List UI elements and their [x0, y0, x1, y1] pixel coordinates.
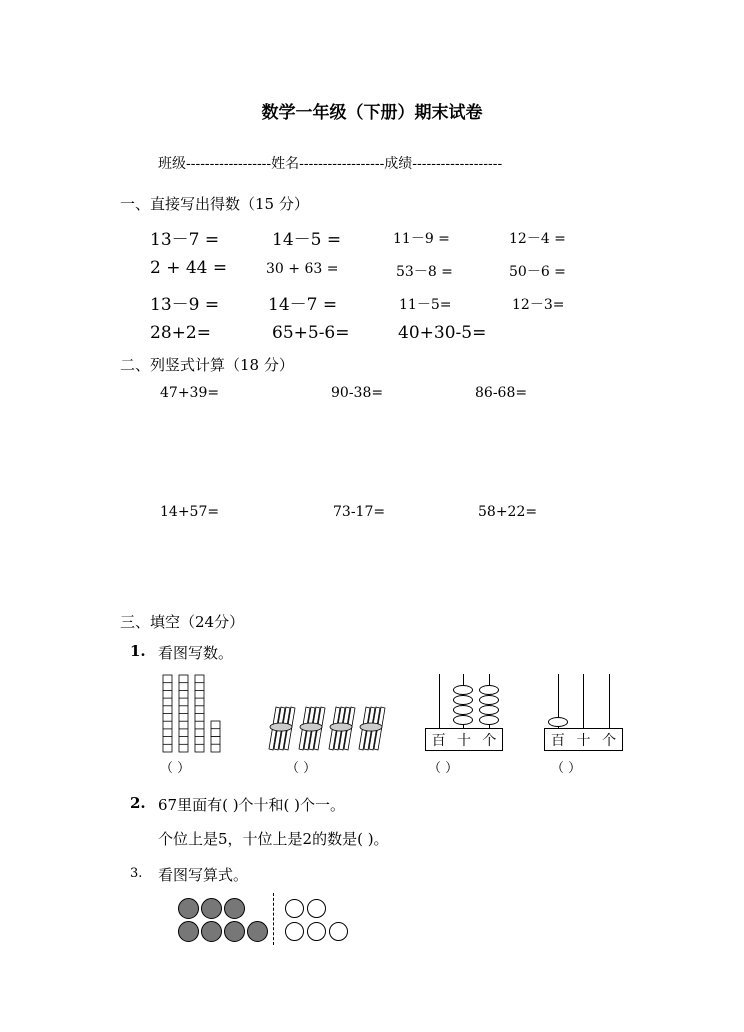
- section1-heading: 一、直接写出得数（15 分）: [120, 195, 309, 213]
- abacus-frame: [425, 728, 503, 751]
- abacus-bead: [453, 705, 473, 715]
- gray-dot: [178, 921, 199, 942]
- q3-text: 看图写算式。: [158, 866, 249, 884]
- calc-item: 11－9 =: [393, 231, 450, 247]
- calc-item: 14－5 =: [272, 230, 342, 250]
- q2-line1: 67里面有( )个十和( )个一。: [158, 796, 346, 814]
- q1-text: 看图写数。: [158, 644, 234, 662]
- one-cubes: [211, 721, 220, 752]
- stick-bundle: [329, 707, 355, 750]
- section2-heading: 二、列竖式计算（18 分）: [120, 356, 294, 374]
- calc-item: 40+30-5=: [398, 323, 487, 343]
- abacus-bead: [453, 685, 473, 695]
- abacus-label: 十: [456, 732, 471, 749]
- calc-item: 53－8 =: [396, 264, 453, 280]
- white-dot: [285, 922, 304, 941]
- vertical-calc-item: 58+22=: [478, 504, 538, 520]
- stick-bundle: [359, 707, 385, 750]
- section3-heading: 三、填空（24分）: [120, 613, 245, 631]
- abacus-label: 百: [431, 732, 446, 749]
- gray-dot: [224, 898, 245, 919]
- vertical-calc-item: 73-17=: [333, 504, 386, 520]
- q2-number: 2.: [130, 794, 146, 812]
- stick-bundle: [299, 707, 325, 750]
- calc-item: 28+2=: [150, 323, 211, 343]
- q2-line2: 个位上是5，十位上是2的数是( )。: [158, 830, 389, 848]
- ten-rod: [163, 675, 172, 752]
- calc-item: 12－4 =: [509, 231, 566, 247]
- q1-number: 1.: [130, 642, 146, 660]
- calc-item: 11－5=: [399, 297, 452, 313]
- abacus-bead: [453, 715, 473, 725]
- abacus-label: 十: [576, 732, 591, 749]
- calc-item: 2 + 44 =: [150, 258, 228, 278]
- calc-item: 14－7 =: [268, 295, 338, 315]
- abacus-bead: [479, 705, 499, 715]
- answer-blank[interactable]: （ ）: [551, 761, 582, 776]
- answer-blank[interactable]: （ ）: [286, 761, 317, 776]
- abacus-bead: [548, 717, 568, 727]
- gray-dot: [247, 921, 268, 942]
- abacus-rod: [583, 674, 584, 728]
- abacus-rod: [439, 674, 440, 728]
- dashed-divider: [273, 893, 274, 945]
- abacus-frame: [544, 728, 623, 751]
- calc-item: 13－7 =: [150, 230, 220, 250]
- place-value-blocks-figure: [162, 674, 224, 754]
- ten-rod: [179, 675, 188, 752]
- calc-item: 12－3=: [512, 297, 565, 313]
- gray-dot: [201, 898, 222, 919]
- calc-item: 13－9 =: [150, 295, 220, 315]
- stick-bundle: [269, 707, 295, 750]
- abacus-label: 百: [550, 732, 565, 749]
- abacus-rod: [609, 674, 610, 728]
- white-dot: [307, 922, 326, 941]
- abacus-label: 个: [482, 732, 497, 749]
- abacus-bead: [479, 685, 499, 695]
- calc-item: 50－6 =: [509, 264, 566, 280]
- answer-blank[interactable]: （ ）: [160, 761, 191, 776]
- white-dot: [307, 899, 326, 918]
- vertical-calc-item: 14+57=: [160, 504, 220, 520]
- calc-item: 65+5-6=: [272, 323, 350, 343]
- ten-rod: [195, 675, 204, 752]
- vertical-calc-item: 90-38=: [331, 385, 384, 401]
- page-title: 数学一年级（下册）期末试卷: [261, 103, 483, 123]
- vertical-calc-item: 47+39=: [160, 385, 220, 401]
- calc-item: 30 + 63 =: [266, 261, 339, 277]
- student-info-line: 班级------------------姓名------------------成绩-------------------: [158, 156, 503, 172]
- abacus-bead: [479, 715, 499, 725]
- white-dot: [329, 922, 348, 941]
- q3-number: 3.: [130, 866, 143, 881]
- answer-blank[interactable]: （ ）: [428, 761, 459, 776]
- white-dot: [285, 899, 304, 918]
- gray-dot: [201, 921, 222, 942]
- abacus-bead: [453, 695, 473, 705]
- abacus-label: 个: [602, 732, 617, 749]
- abacus-bead: [479, 695, 499, 705]
- gray-dot: [224, 921, 245, 942]
- stick-bundles-figure: [264, 703, 392, 753]
- vertical-calc-item: 86-68=: [475, 385, 528, 401]
- gray-dot: [178, 898, 199, 919]
